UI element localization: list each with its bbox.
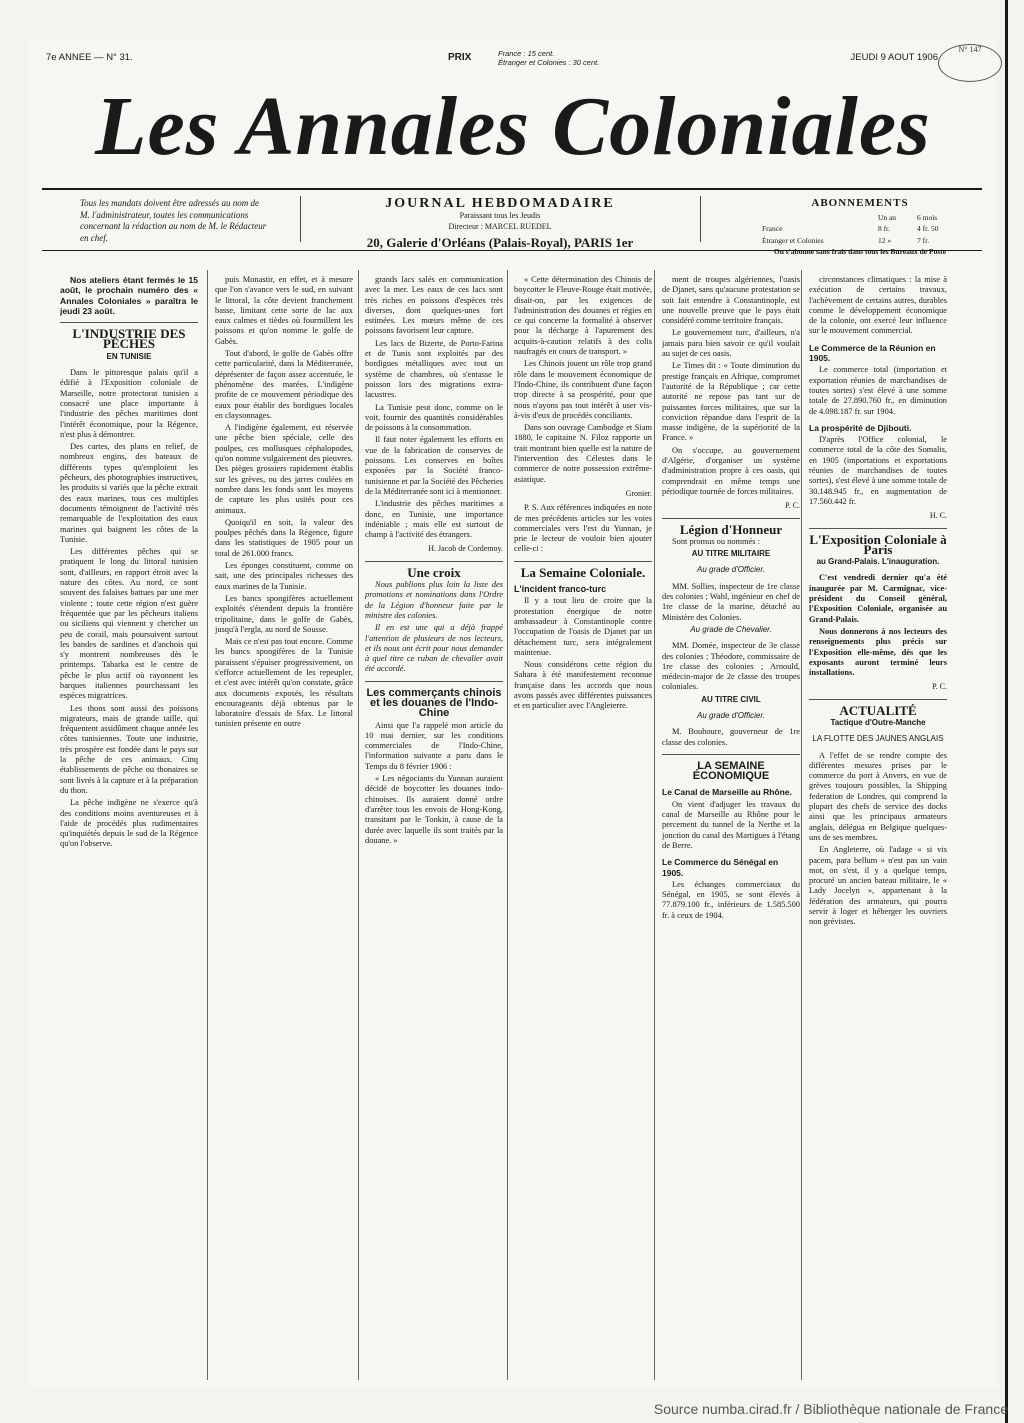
paragraph: La pêche indigène ne s'exerce qu'à des conditions moins aventureuses et à l'aide de procédés plus rudimentaires qu'inquiétés depuis le sud de la Régence qu'on l'observe.: [60, 798, 198, 849]
paragraph: Les bancs spongifères actuellement exploités s'étendent depuis la frontière tripolitaine, dans le golfe de Gabès, jusqu'à l'ergla, au nord de Sousse.: [215, 593, 353, 634]
paragraph: Les échanges commerciaux du Sénégal, en 1905, se sont élevés à 77.879.100 fr., inférieurs de 1.585.500 fr. à ceux de 1904.: [662, 879, 800, 920]
paragraph: Dans son ouvrage Cambodge et Siam 1880, le capitaine N. Filoz rapporte un trait montrant bien quelle est la nature de l'intervention des Célestes dans le commerce de notre possession extrême-asiatique.: [514, 423, 652, 484]
paragraph: Il y a tout lieu de croire que la protestation énergique de notre ambassadeur à Constantinople contre l'occupation de l'oasis de Djanet par un détachement turc, sera intégralement maintenue.: [514, 596, 652, 657]
paragraph: circonstances climatiques : la mise à exécution de certains travaux, l'achèvement de certains autres, durables comme le développement économique de la colonie, ont exercé leur influence sur le mouvement commercial.: [809, 275, 947, 336]
paragraph: A l'indigène également, est réservée une pêche bien spéciale, celle des poulpes, ces mollusques céphalopodes, qu'on nomme vulgairement des pieuvres. Des pièges grossiers rapidement établis sur les grèves, ou des jarres coulées en nombre dans les fonds sont les moyens de capture les plus usités pour ces animaux.: [215, 423, 353, 515]
signature: P. C.: [785, 501, 800, 511]
subscriptions-title: ABONNEMENTS: [811, 197, 909, 209]
table-row: Étranger et Colonies 12 » 7 fr.: [762, 235, 930, 245]
page-frame-edge: [1005, 0, 1008, 1423]
column-3: [365, 275, 503, 1375]
paragraph: « Les négociants du Yunnan auraient décidé de boycotter les douanes indo-chinoises. Ils auraient donné ordre d'arrêter tous les envois de Hong-Kong, transitant par le Tonkin, à cause de la durée avec laquelle ils sont traités par la douane. »: [365, 774, 503, 845]
paragraph: En Angleterre, où l'adage « si vis pacem, para bellum » n'est pas un vain mot, on s'est, il y a quelque temps, procuré un ancien bateau militaire, le « Lady Jocelyn », appartenant à la fédération des armateurs, qui pourra servir à loger et héberger les ouvriers non grévistes.: [809, 845, 947, 927]
article-subtitle: EN TUNISIE: [106, 351, 152, 361]
section-label: AU TITRE MILITAIRE: [691, 549, 771, 559]
paragraph: ment de troupes algériennes, l'oasis de Djanet, sans qu'aucune protestation se soit fait entendre à Constantinople, est une nouvelle preuve que le pays était considéré comme territoire français.: [662, 275, 800, 326]
column-2: [215, 275, 353, 1375]
masthead-rule: [42, 188, 982, 190]
column-rule: [801, 270, 802, 1380]
column-6: [809, 275, 947, 1375]
paragraph: grands lacs salés en communication avec la mer. Les eaux de ces lacs sont très riches en poissons d'espèces très diverses, dont quelques-unes fort estimées. Les mœurs même de ces poissons favorisent leur capture.: [365, 275, 503, 336]
paragraph: Les éponges constituent, comme on sait, une des principales richesses des eaux marines de la Tunisie.: [215, 561, 353, 591]
paragraph: Nous donnerons à nos lecteurs des renseignements plus précis sur l'Exposition elle-même, dès que les exposants auront terminé leurs installations.: [809, 626, 947, 678]
article-subtitle: La prospérité de Djibouti.: [809, 422, 912, 433]
issue-number: 7e ANNEE — N° 31.: [46, 52, 133, 63]
column-4: [514, 275, 652, 1375]
closure-notice: Nos ateliers étant fermés le 15 août, le prochain numéro des « Annales Coloniales » paraîtra le jeudi 23 août.: [60, 275, 198, 316]
paragraph: Tout d'abord, le golfe de Gabès offre cette particularité, dans la Méditerranée, déprésenter de façon assez accentuée, le phénomène des marées. L'indigène profite de ce mouvement périodique des eaux pour établir des bordigues locales en claysonnages.: [215, 349, 353, 420]
grade-label: Au grade de Chevalier.: [690, 624, 772, 634]
etranger-price: Étranger et Colonies : 30 cent.: [498, 58, 600, 67]
paragraph: Il faut noter également les efforts en vue de la fabrication de conserves de poissons. Les conserves en boîtes exposées par la Société franco-tunisienne et par la Société des Pêcheries de la Méditerranée sont ici à mentionner.: [365, 435, 503, 496]
signature: Gronier.: [625, 488, 652, 498]
paragraph: Mais ce n'est pas tout encore. Comme les bancs spongifères de la Tunisie paraissent s'épuiser progressivement, on s'efforce actuellement de les repeupler, et c'est avec intérêt qu'on constate, grâce aux documents exposés, les résultats encourageants déjà obtenus par le laboratoire d'essais de Sfax. Le littoral tunisien présente en outre: [215, 637, 353, 729]
column-5: [662, 275, 800, 1375]
article-subtitle: Tactique d'Outre-Manche: [830, 717, 926, 727]
paragraph: C'est vendredi dernier qu'a été inaugurée par M. Carmignac, vice-président du Conseil général, l'Exposition Coloniale, organisée au Grand-Palais.: [809, 573, 947, 624]
paragraph: Le gouvernement turc, d'ailleurs, n'a jamais paru bien savoir ce qu'il voulait au sujet de ces oasis.: [662, 328, 800, 359]
paragraph: A l'effet de se rendre compte des différentes mesures prises par le commerce du port à Anvers, en vue de grèves toujours possibles, la Shipping federation de Londres, qui comprend la plupart des chefs de service des docks ainsi que les principaux armateurs anglais, délégua en Belgique quelques-uns de ses membres.: [809, 750, 947, 842]
table-row: France 8 fr. 4 fr. 50: [762, 224, 939, 233]
article-subtitle: Le Commerce de la Réunion en 1905.: [809, 342, 936, 364]
subscriptions-box: [760, 198, 960, 258]
header-divider: [700, 196, 701, 242]
paragraph: Les Chinois jouent un rôle trop grand rôle dans le mouvement économique de l'Indo-Chine, ils contribuent d'une façon trop directe à sa prospérité, pour que nous n'ayons pas tout intérêt à user vis-à-vis d'eux de procédés conciliants.: [514, 359, 652, 420]
column-1: [60, 275, 198, 1375]
paragraph: Les lacs de Bizerte, de Porto-Farina et de Tunis sont exploités par des bordigues métalliques avec tout un système de chambres, où s'entasse le poisson lors des migrations extra-lacustres.: [365, 338, 503, 400]
column-rule: [358, 270, 359, 1380]
france-price: France : 15 cent.: [498, 49, 555, 58]
section-label: AU TITRE CIVIL: [701, 694, 761, 704]
article-subtitle: au Grand-Palais. L'inauguration.: [816, 557, 940, 567]
column-rule: [507, 270, 508, 1380]
paragraph: Il en est une qui a déjà frappé l'attention de plusieurs de nos lecteurs, et ils nous ont écrit pour nous demander à quel titre ce ruban de chevalier avait été accordé.: [365, 623, 503, 674]
frequency: Paraissant tous les Jeudis: [459, 210, 541, 220]
journal-type: JOURNAL HEBDOMADAIRE: [385, 196, 615, 211]
signature: P. C.: [932, 682, 947, 692]
paragraph: On vient d'adjuger les travaux du canal de Marseille au Rhône pour le percement du tunnel de la Nerthe et la jonction du canal des Martigues à l'étang de Berre.: [662, 799, 800, 850]
subscription-note: On s'abonne sans frais dans tous les Bureaux de Poste: [773, 247, 947, 256]
subscription-table: Un an 6 mois France 8 fr. 4 fr. 50 Étranger et Colonies 12 » 7 fr.: [760, 212, 960, 247]
paragraph: Ainsi que l'a rappelé mon article du 10 mai dernier, sur les conditions commerciales de l'Indo-Chine, l'information suivante a paru dans le Temps du 8 février 1906 :: [365, 720, 503, 771]
journal-info: [345, 198, 655, 248]
article-title: Les commerçants chinois et les douanes de l'Indo-Chine: [366, 686, 502, 720]
article-subtitle: Le Canal de Marseille au Rhône.: [662, 787, 792, 798]
article-title: LA SEMAINE ÉCONOMIQUE: [692, 759, 770, 783]
price-label: PRIX: [448, 52, 472, 63]
grade-label: Au grade d'Officier.: [697, 565, 765, 575]
paragraph: Le commerce total (importation et exportation réunies de marchandises de toutes sortes) s'est élevé à une somme totale de 27.890.760 fr., en diminution de 4.098.187 fr. sur 1904.: [809, 365, 947, 416]
library-stamp: N° 147: [938, 44, 1002, 82]
grade-label: Au grade d'Officier.: [697, 710, 765, 720]
article-subtitle: Le Commerce du Sénégal en 1905.: [662, 857, 779, 878]
paragraph: P. S. Aux références indiquées en note de mes précédents articles sur les voies commerciales vers l'est du Yunnan, je prie le lecteur de vouloir bien ajouter celle-ci :: [514, 503, 652, 554]
article-title: L'INDUSTRIE DES PÊCHES: [72, 326, 186, 352]
paragraph: Le Times dit : « Toute diminution du prestige français en Afrique, compromet l'autorité de la République ; car cette autorité ne repose pas tant sur de puissantes forces militaires, que sur la conviction répandue dans l'esprit de la masse indigène, de la supériorité de la France. »: [662, 361, 800, 443]
paragraph: Quoiqu'il en soit, la valeur des poulpes pêchés dans la Régence, figure dans les statistiques de 1905 pour un total de 261.000 francs.: [215, 517, 353, 558]
article-title: Légion d'Honneur: [679, 521, 783, 537]
header-divider: [300, 196, 301, 242]
paragraph: On s'occupe, au gouvernement d'Algérie, d'organiser un système d'administration propre à ces oasis, qui comprendrait en même temps une périodique tournée de forces militaires.: [662, 445, 800, 496]
paragraph: Sont promus ou nommés :: [672, 536, 760, 546]
article-subtitle: L'incident franco-turc: [514, 584, 607, 595]
paragraph: M. Bouhoure, gouverneur de 1re classe des colonies.: [662, 727, 800, 747]
column-rule: [654, 270, 655, 1380]
paragraph: D'après l'Office colonial, le commerce total de la côte des Somalis, en 1905 (importations et exportations réunies de marchandises de toutes sortes), s'est élevé à une somme totale de 30.148.945 fr., en augmentation de 17.560.442 fr.: [809, 435, 947, 506]
issue-date: JEUDI 9 AOUT 1906: [850, 52, 938, 63]
paragraph: La Tunisie peut donc, comme on le voit, fournir des quantités considérables de poissons à la consommation.: [365, 402, 503, 433]
article-title: ACTUALITÉ: [839, 702, 917, 718]
paragraph: L'industrie des pêches maritimes a donc, en Tunisie, une importance indéniable ; mais elle est surtout de champ à l'activité des étrangers.: [365, 499, 503, 540]
column-rule: [207, 270, 208, 1380]
article-title: Une croix: [407, 564, 461, 580]
paragraph: MM. Sollies, inspecteur de 1re classe des colonies ; Wahl, ingénieur en chef de 1re classe de la marine, détaché au Ministère des Colonies.: [662, 581, 800, 622]
address: 20, Galerie d'Orléans (Palais-Royal), PARIS 1er: [366, 234, 634, 250]
paragraph: Les thons sont aussi des poissons migrateurs, mais de grande taille, qui fréquentent assidûment chaque année les côtes tunisiennes. Toute une industrie, très prospère est fondée dans le pays sur la pêche de ces animaux. Cinq établissements de pêche ou thonaires se sont livrés à la capture et à la préparation du thon.: [60, 703, 198, 795]
article-title: La Semaine Coloniale.: [520, 564, 646, 580]
paragraph: puis Monastir, en effet, et à mesure que l'on s'avance vers le sud, en suivant le littoral, la côte devient franchement basse, limitant cette sorte de lac aux eaux calmes et tièdes où fourmillent les poissons et qu'on nomme le golfe de Gabès.: [215, 275, 353, 346]
paragraph: Les différentes pêches qui se pratiquent le long du littoral tunisien sont, d'ailleurs, en rapport étroit avec la nature des côtes. Au nord, ce sont souvent des falaises battues par une mer violente ; toute cette région n'est guère fréquentée que par les pêcheurs italiens ou siciliens qui viennent y chercher un peu de corail, mais poursuivent surtout les bandes de sardines et d'anchois qui s'y montrent nombreuses dès le printemps. Tabarka est le centre de pêche le plus actif où rayonnent les barques italiennes pourchassant les espèces migratrices.: [60, 547, 198, 701]
paragraph: Des cartes, des plans en relief, de nombreux engins, des bateaux de différents types qu'emploient les pêcheurs, des photographies instructives, les produits si variés que la pêche extrait des eaux marines, tous ces multiples documents témoignent de l'activité très remarquable de l'exploitation des eaux marines qui baignent les côtes de la Tunisie.: [60, 442, 198, 544]
paragraph: Dans le pittoresque palais qu'il a édifié à l'Exposition coloniale de Marseille, notre protectorat tunisien a consacré une place importante à l'industrie des pêches maritimes dont l'intérêt économique, pour la Régence, n'est plus à démontrer.: [60, 368, 198, 439]
signature: H. Jacob de Cordemoy.: [428, 544, 503, 554]
masthead-title: Les Annales Coloniales: [95, 80, 931, 173]
director: Directeur : MARCEL RUEDEL: [448, 222, 552, 231]
paragraph: MM. Domée, inspecteur de 3e classe des colonies ; Théodore, commissaire de 1re classe des colonies ; Arnould, médecin-major de 2e classe des troupes coloniales.: [662, 641, 800, 692]
prices: [498, 49, 599, 67]
signature: H. C.: [929, 511, 947, 521]
section-label: LA FLOTTE DES JAUNES ANGLAIS: [812, 734, 944, 744]
paragraph: Nous publions plus loin la liste des promotions et nominations dans l'Ordre de la Légion d'honneur faite par le ministre des colonies.: [365, 580, 503, 620]
paragraph: Nous considérons cette région du Sahara à été manifestement reconnue française dans les accords que nous avons passés avec différentes puissances et en particulier avec l'Angleterre.: [514, 660, 652, 711]
article-title: L'Exposition Coloniale à Paris: [809, 531, 947, 557]
source-credit: Source numba.cirad.fr / Bibliothèque nationale de France: [653, 1401, 1008, 1417]
paragraph: « Cette détermination des Chinois de boycotter le Fleuve-Rouge était motivée, disait-on, par les exigences de l'administration des douanes et régies en ce qui concerne la formalité à observer pour la décharge à l'apurement des acquits-à-caution relatifs à des colis naufragés en cours de transport. »: [514, 275, 652, 357]
editorial-note: Tous les mandats doivent être adressés au nom de M. l'administrateur, toutes les communications concernant la rédaction au nom de M. le Rédacteur en chef.: [80, 198, 267, 243]
